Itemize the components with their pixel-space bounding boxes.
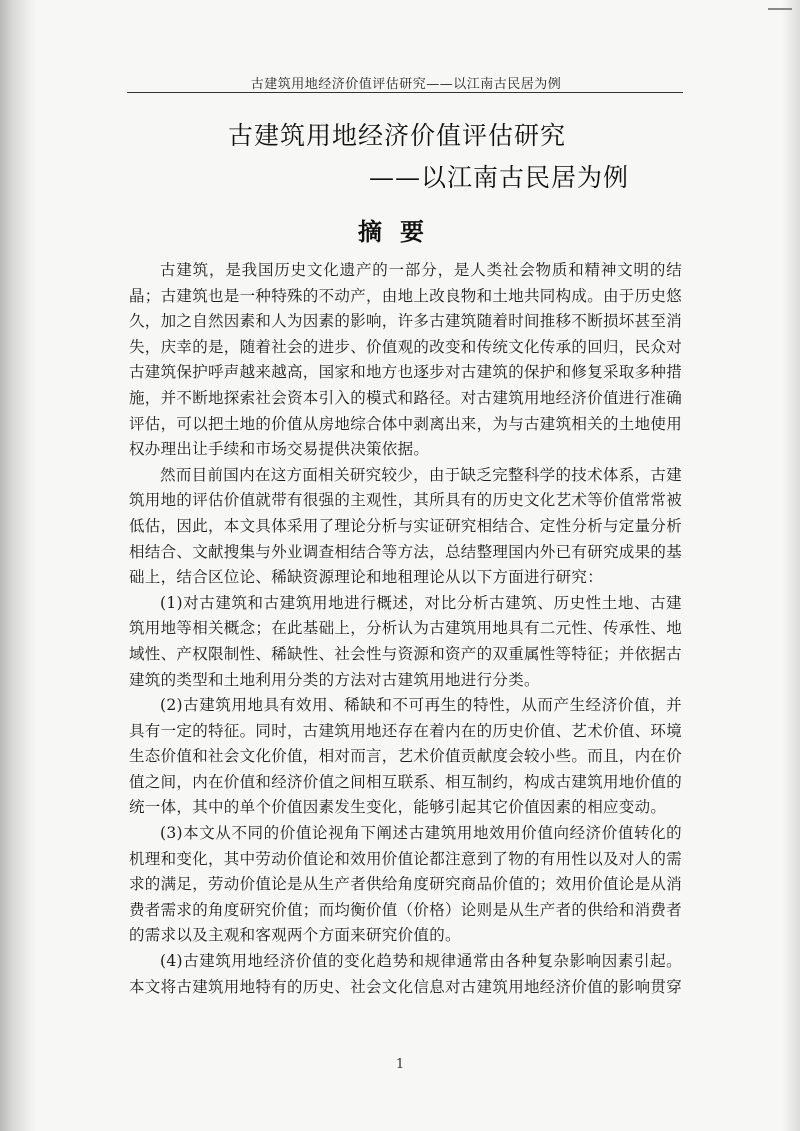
paragraph: (3)本文从不同的价值论视角下阐述古建筑用地效用价值向经济价值转化的机理和变化，其中劳动价值论和效用价值论都注意到了物的有用性以及对人的需求的满足，劳动价值论是从生产者供给角度研究商品价值的；效用价值论是从消费者需求的角度研究价值；而均衡价值（价格）论则是从生产者的供给和消费者的需求以及主观和客观两个方面来研究价值的。 [129,824,683,945]
abstract-body [129,258,682,1000]
paragraph: (1)对古建筑和古建筑用地进行概述，对比分析古建筑、历史性土地、古建筑用地等相关概念；在此基础上，分析认为古建筑用地具有二元性、传承性、地域性、产权限制性、稀缺性、社会性与资源和资产的双重属性等特征；并依据古建筑的类型和土地利用分类的方法对古建筑用地进行分类。 [129,593,683,689]
paragraph: 然而目前国内在这方面相关研究较少，由于缺乏完整科学的技术体系，古建筑用地的评估价值就带有很强的主观性，其所具有的历史文化艺术等价值常常被低估，因此，本文具体采用了理论分析与实证研究相结合、定性分析与定量分析相结合、文献搜集与外业调查相结合等方法，总结整理国内外已有研究成果的基础上，结合区位论、稀缺资源理论和地租理论从以下方面进行研究： [129,465,683,587]
paragraph: (4)古建筑用地经济价值的变化趋势和规律通常由各种复杂影响因素引起。本文将古建筑用地特有的历史、社会文化信息对古建筑用地经济价值的影响贯穿 [129,952,683,996]
page-number: 1 [395,1057,405,1072]
page-edge-shadow [782,0,800,1131]
document-subtitle: ——以江南古民居为例 [369,163,630,192]
paragraph: (2)古建筑用地具有效用、稀缺和不可再生的特性，从而产生经济价值，并具有一定的特征。同时，古建筑用地还存在着内在的历史价值、艺术价值、环境生态价值和社会文化价值，相对而言，艺术价值贡献度会较小些。而且，内在价值之间，内在价值和经济价值之间相互联系、相互制约，构成古建筑用地价值的统一体，其中的单个价值因素发生变化，能够引起其它价值因素的相应变动。 [129,696,683,817]
scan-mark [768,8,792,10]
binding-shadow [0,0,36,1131]
document-title: 古建筑用地经济价值评估研究 [228,121,567,150]
header-rule [127,92,683,93]
running-header: 古建筑用地经济价值评估研究——以江南古民居为例 [250,77,562,92]
abstract-heading: 摘要 [358,217,442,246]
paragraph: 古建筑，是我国历史文化遗产的一部分，是人类社会物质和精神文明的结晶；古建筑也是一种特殊的不动产，由地上改良物和土地共同构成。由于历史悠久，加之自然因素和人为因素的影响，许多古建筑随着时间推移不断损坏甚至消失，庆幸的是，随着社会的进步、价值观的改变和传统文化传承的回归，民众对古建筑保护呼声越来越高，国家和地方也逐步对古建筑的保护和修复采取多种措施，并不断地探索社会资本引入的模式和路径。对古建筑用地经济价值进行准确评估，可以把土地的价值从房地综合体中剥离出来，为与古建筑相关的土地使用权办理出让手续和市场交易提供决策依据。 [129,261,683,459]
